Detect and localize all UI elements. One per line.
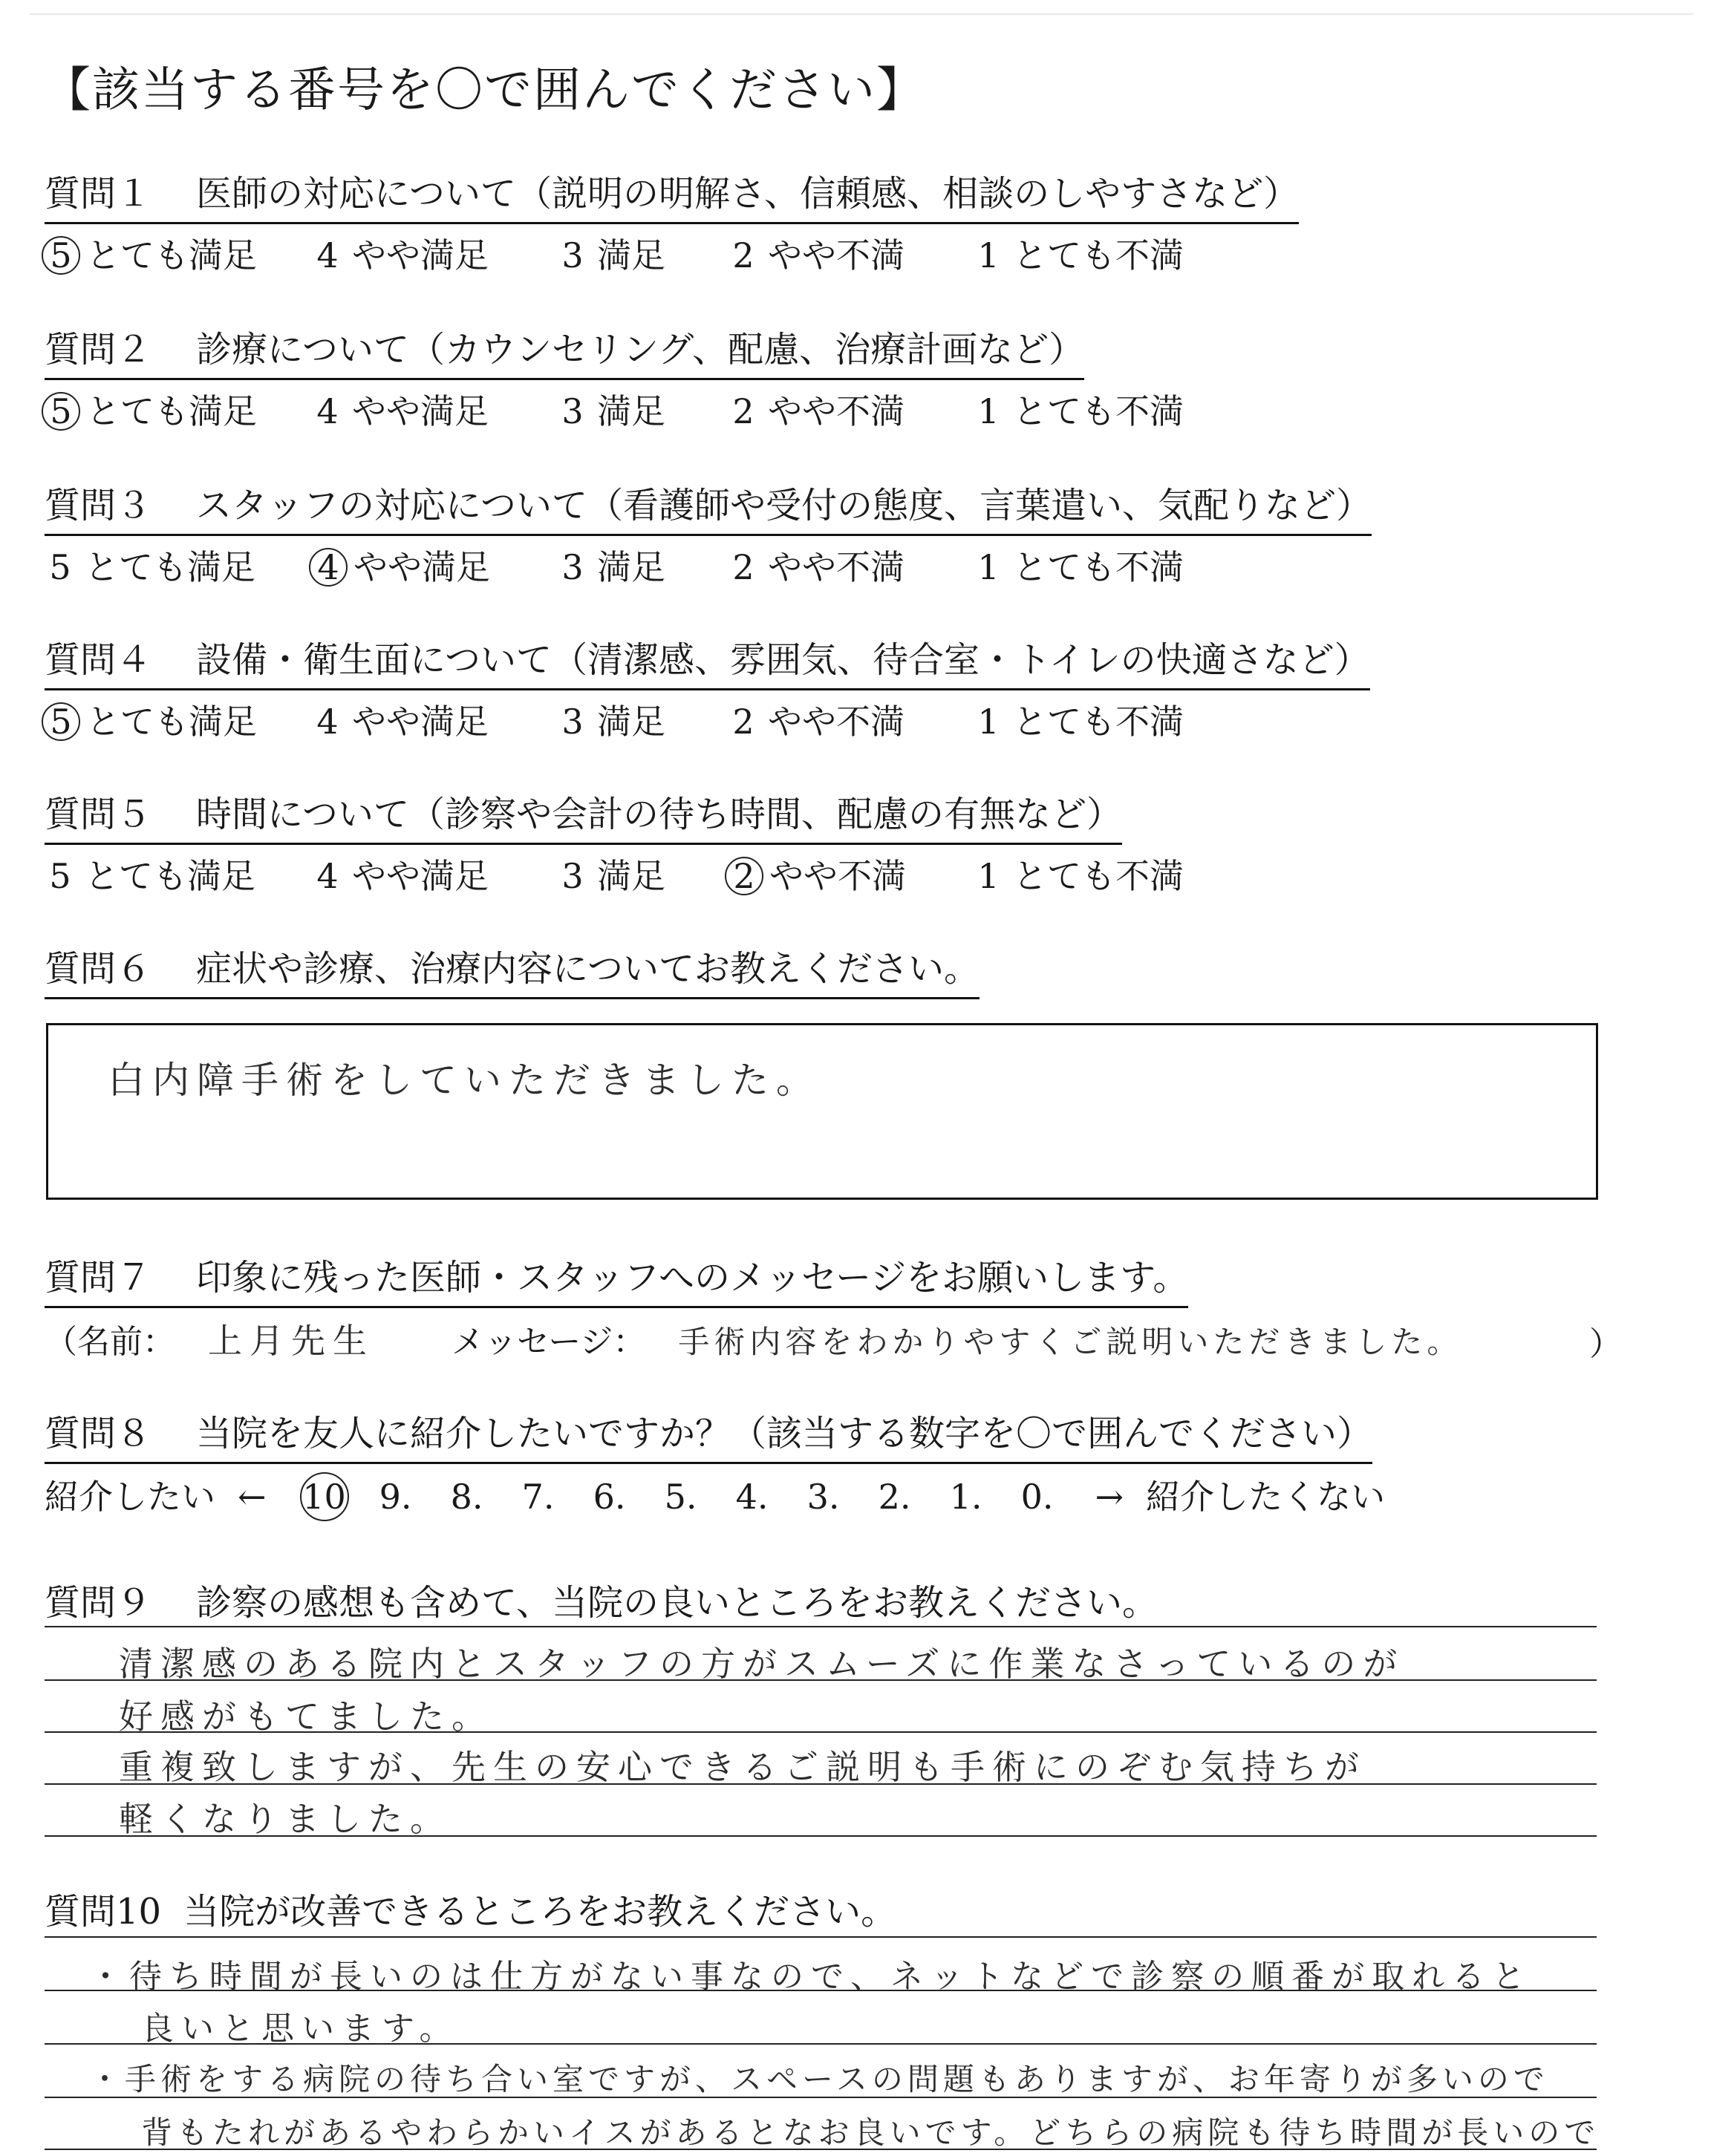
option-5-selected[interactable] <box>45 385 257 434</box>
option-number: 2 <box>732 235 755 275</box>
recommend-right-label: 紹介したくない <box>1146 1477 1386 1517</box>
option-1[interactable] <box>973 695 1184 744</box>
option-1[interactable] <box>973 229 1184 278</box>
option-4[interactable] <box>312 695 489 744</box>
name-open-label: （名前： <box>45 1323 175 1361</box>
question-3-text: スタッフの対応について（看護師や受付の態度、言葉遣い、気配りなど） <box>196 485 1372 526</box>
option-label: とても満足 <box>86 235 257 275</box>
option-label: とても不満 <box>1013 235 1184 275</box>
staff-name-answer: 上月先生 <box>208 1321 374 1361</box>
option-number: 1 <box>977 235 1000 275</box>
option-label: とても満足 <box>86 391 257 431</box>
option-label: やや満足 <box>353 547 490 587</box>
scale-value-5[interactable] <box>645 1477 717 1517</box>
option-3[interactable] <box>557 229 665 278</box>
option-3[interactable] <box>557 849 665 898</box>
scale-value-label: 7. <box>521 1477 555 1517</box>
option-label: やや満足 <box>352 391 489 431</box>
question-10-text: 当院が改善できるところをお教えください。 <box>183 1891 897 1933</box>
option-2[interactable] <box>728 695 905 744</box>
option-label: とても不満 <box>1013 547 1184 587</box>
question-2-number: 質問２ <box>45 329 152 370</box>
page-heading: 【該当する番号を〇で囲んでください】 <box>43 63 925 118</box>
option-label: とても不満 <box>1013 856 1184 896</box>
scale-value-label: 8. <box>450 1477 483 1517</box>
question-10-answer-line: 背もたれがあるやわらかいイスがあるとなお良いです。どちらの病院も待ち時間が長いので <box>141 2114 1600 2151</box>
option-number: 3 <box>561 391 584 431</box>
question-3-number: 質問３ <box>45 485 152 526</box>
scale-value-label: 9. <box>379 1477 412 1517</box>
question-4-number: 質問４ <box>45 639 152 681</box>
option-number: 3 <box>561 702 584 742</box>
option-5[interactable] <box>45 540 255 589</box>
right-arrow-icon: → <box>1095 1477 1124 1517</box>
option-label: 満足 <box>597 856 665 896</box>
scale-value-4[interactable] <box>717 1477 788 1517</box>
option-label: とても不満 <box>1013 702 1184 742</box>
question-10-title <box>45 1883 896 1940</box>
question-8-number: 質問８ <box>45 1413 152 1454</box>
question-9-answer-line: 軽くなりました。 <box>119 1799 452 1839</box>
option-label: やや満足 <box>352 235 489 275</box>
question-5-title <box>45 785 1122 845</box>
option-2[interactable] <box>728 385 905 434</box>
option-label: やや不満 <box>768 702 905 742</box>
question-7-answer-line <box>45 1314 1622 1363</box>
option-5-selected[interactable] <box>45 695 257 744</box>
option-4[interactable] <box>312 229 489 278</box>
question-8-title <box>45 1405 1372 1464</box>
question-8-text: 当院を友人に紹介したいですか？（該当する数字を〇で囲んでください） <box>196 1413 1373 1454</box>
name-close-label: ） <box>1589 1325 1622 1363</box>
option-number: 5 <box>42 392 80 431</box>
option-3[interactable] <box>557 540 665 589</box>
question-9-text: 診察の感想も含めて、当院の良いところをお教えください。 <box>196 1582 1158 1624</box>
option-number: 1 <box>977 547 1000 587</box>
option-number: 1 <box>977 702 1000 742</box>
question-9-number: 質問９ <box>45 1582 152 1624</box>
left-arrow-icon: ← <box>238 1477 267 1517</box>
question-6-answer-box[interactable] <box>46 1023 1598 1200</box>
option-number: 4 <box>316 235 339 275</box>
question-6-title <box>45 940 980 999</box>
question-6-answer: 白内障手術をしていただきました。 <box>108 1059 821 1102</box>
option-1[interactable] <box>973 385 1184 434</box>
scale-value-6[interactable] <box>574 1477 645 1517</box>
question-1-number: 質問１ <box>45 173 152 215</box>
question-3-title <box>45 477 1372 536</box>
scale-value-label: 1. <box>949 1477 982 1517</box>
option-number: 4 <box>316 702 339 742</box>
option-number: 2 <box>725 857 763 895</box>
question-5-number: 質問５ <box>45 794 152 835</box>
scale-value-9[interactable] <box>360 1477 431 1517</box>
question-2-text: 診療について（カウンセリング、配慮、治療計画など） <box>196 329 1085 370</box>
scale-value-0[interactable] <box>1002 1477 1073 1517</box>
option-label: やや不満 <box>768 235 905 275</box>
option-2[interactable] <box>728 229 905 278</box>
top-border-line <box>30 13 1693 15</box>
question-9-answer-line: 好感がもてました。 <box>119 1696 493 1737</box>
option-label: 満足 <box>597 547 665 587</box>
option-label: やや満足 <box>352 702 489 742</box>
scale-value-7[interactable] <box>503 1477 574 1517</box>
scale-value-label: 10 <box>300 1472 349 1521</box>
option-number: 2 <box>732 702 755 742</box>
option-label: とても不満 <box>1013 391 1184 431</box>
option-number: 3 <box>561 547 584 587</box>
option-1[interactable] <box>973 849 1184 898</box>
option-number: 1 <box>977 391 1000 431</box>
question-7-text: 印象に残った医師・スタッフへのメッセージをお願いします。 <box>196 1257 1189 1298</box>
option-number: 3 <box>561 235 584 275</box>
question-6-number: 質問６ <box>45 948 152 990</box>
option-number: 3 <box>561 856 584 896</box>
option-4[interactable] <box>312 849 489 898</box>
scale-value-label: 2. <box>878 1477 911 1517</box>
recommend-scale <box>45 1470 1385 1521</box>
scale-value-label: 3. <box>806 1477 840 1517</box>
option-label: とても満足 <box>85 547 255 587</box>
option-number: 5 <box>42 702 80 741</box>
question-9-answer-line: 重複致しますが、先生の安心できるご説明も手術にのぞむ気持ちが <box>119 1747 1366 1787</box>
option-3[interactable] <box>557 385 665 434</box>
question-2-title <box>45 321 1084 380</box>
option-3[interactable] <box>557 695 665 744</box>
question-10-answer-line: ・待ち時間が長いのは仕方がない事なので、ネットなどで診察の順番が取れると <box>89 1958 1533 1996</box>
question-4-text: 設備・衛生面について（清潔感、雰囲気、待合室・トイレの快適さなど） <box>196 639 1370 681</box>
message-answer: 手術内容をわかりやすくご説明いただきました。 <box>678 1324 1463 1360</box>
question-7-title <box>45 1249 1188 1308</box>
option-5-selected[interactable] <box>45 229 257 278</box>
ruled-line <box>45 1936 1597 1938</box>
option-4-selected[interactable] <box>312 540 490 589</box>
option-label: 満足 <box>597 702 665 742</box>
question-9-title <box>45 1574 1158 1631</box>
option-2-selected[interactable] <box>728 849 906 898</box>
option-1[interactable] <box>973 540 1184 589</box>
option-number: 4 <box>316 856 339 896</box>
option-number: 2 <box>732 547 755 587</box>
option-number: 5 <box>42 236 80 275</box>
scale-value-8[interactable] <box>431 1477 503 1517</box>
option-5[interactable] <box>45 849 255 898</box>
question-4-title <box>45 631 1370 690</box>
option-label: やや不満 <box>768 547 905 587</box>
recommend-left-label: 紹介したい <box>45 1477 215 1517</box>
scale-value-label: 0. <box>1020 1477 1054 1517</box>
option-label: 満足 <box>597 235 665 275</box>
scale-value-label: 6. <box>593 1477 626 1517</box>
scale-value-label: 5. <box>664 1477 697 1517</box>
recommend-scale-values <box>289 1477 1073 1517</box>
question-5-text: 時間について（診察や会計の待ち時間、配慮の有無など） <box>196 794 1123 835</box>
option-number: 1 <box>977 856 1000 896</box>
option-number: 5 <box>49 547 71 587</box>
option-label: やや満足 <box>352 856 489 896</box>
question-1-title <box>45 165 1299 224</box>
option-label: やや不満 <box>768 391 905 431</box>
scale-value-10[interactable] <box>289 1472 360 1521</box>
option-number: 4 <box>309 548 348 587</box>
option-number: 5 <box>49 856 71 896</box>
option-label: 満足 <box>597 391 665 431</box>
question-10-number: 質問10 <box>45 1891 162 1933</box>
option-number: 4 <box>316 391 339 431</box>
option-4[interactable] <box>312 385 489 434</box>
question-9-answer-line: 清潔感のある院内とスタッフの方がスムーズに作業なさっているのが <box>119 1644 1405 1684</box>
scale-value-1[interactable] <box>931 1477 1002 1517</box>
option-label: とても満足 <box>85 856 255 896</box>
option-2[interactable] <box>728 540 905 589</box>
question-7-number: 質問７ <box>45 1257 152 1298</box>
scale-value-label: 4. <box>735 1477 769 1517</box>
scale-value-3[interactable] <box>788 1477 859 1517</box>
scale-value-2[interactable] <box>859 1477 931 1517</box>
question-10-answer-line: ・手術をする病院の待ち合い室ですが、スペースの問題もありますが、お年寄りが多いので <box>89 2061 1549 2097</box>
question-1-text: 医師の対応について（説明の明解さ、信頼感、相談のしやすさなど） <box>196 173 1300 215</box>
option-label: とても満足 <box>86 702 257 742</box>
message-label: メッセージ： <box>452 1323 646 1361</box>
question-10-answer-line: 良いと思います。 <box>141 2010 460 2048</box>
option-label: やや不満 <box>769 856 906 896</box>
option-number: 2 <box>732 391 755 431</box>
question-6-text: 症状や診療、治療内容についてお教えください。 <box>196 948 980 990</box>
ruled-line <box>45 1626 1597 1627</box>
